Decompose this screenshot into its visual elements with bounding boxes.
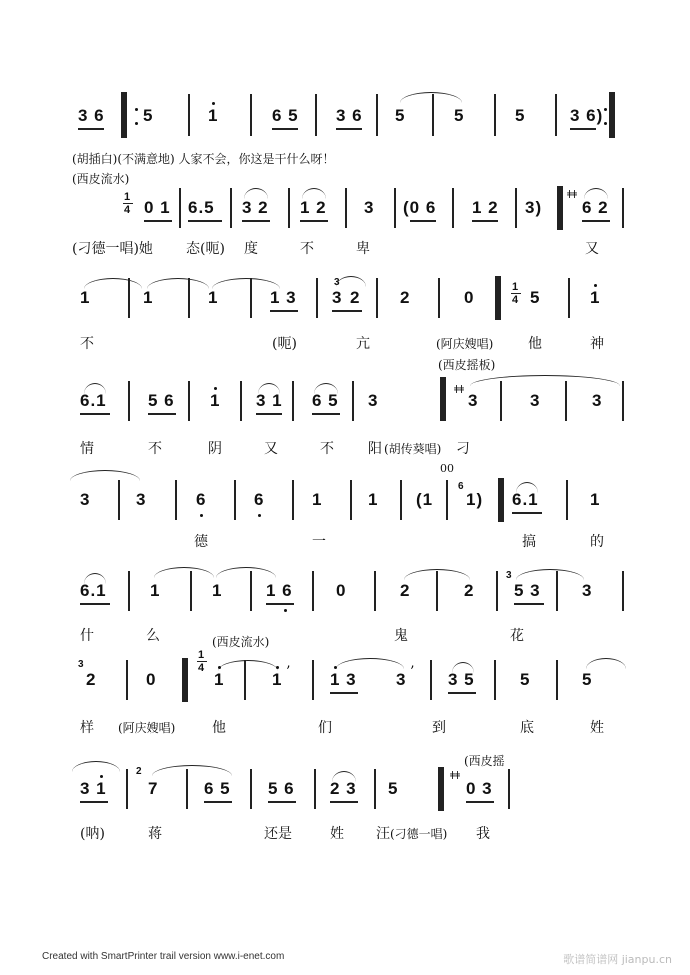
lyric-row-4 (0, 438, 560, 460)
barline (508, 769, 510, 809)
tempo-marking: (西皮流水) (72, 172, 130, 186)
lyric: 花 (510, 628, 524, 644)
barline (515, 188, 517, 228)
note: 3 6 (336, 106, 363, 125)
note: 3 (396, 670, 407, 689)
grace-note: 3 (78, 659, 84, 670)
underline (448, 692, 476, 694)
note: 3 (530, 391, 541, 410)
grace-mark: ǂǂ (567, 188, 578, 201)
note: 3 (468, 391, 479, 410)
barline (622, 381, 624, 421)
note: 6.1 (80, 581, 107, 600)
lyric: (呐) (80, 826, 105, 842)
grace-note: 3 (334, 277, 340, 288)
note: 6.5 (188, 198, 215, 217)
note: 7 (148, 779, 159, 798)
double-barline (438, 767, 444, 811)
lyric: 什 (80, 628, 94, 644)
repeat-dot (604, 122, 607, 125)
double-barline (498, 478, 504, 522)
lyric: 阳 (368, 441, 382, 457)
octave-dot (100, 775, 103, 778)
barline (374, 769, 376, 809)
score-row-6 (0, 570, 593, 611)
barline (188, 278, 190, 318)
barline (430, 660, 432, 700)
underline (512, 512, 542, 514)
barline (555, 94, 557, 136)
lyric: 又 (585, 241, 599, 257)
barline (350, 480, 352, 520)
tie (332, 771, 356, 782)
score-row-8 (0, 766, 560, 809)
note: 1 3 (330, 670, 357, 689)
note: 3 (80, 490, 91, 509)
note: 5 (515, 106, 526, 125)
repeat-end-barline (609, 92, 615, 138)
note: 1 (212, 581, 223, 600)
note: 3 (332, 288, 343, 307)
footer-credit: Created with SmartPrinter trail version www.i-enet.com (42, 951, 285, 962)
repeat-start-barline (121, 92, 127, 138)
barline (244, 660, 246, 700)
lyric: 德 (194, 534, 208, 550)
barline (250, 571, 252, 611)
barline (186, 769, 188, 809)
lyric: 亢 (356, 336, 370, 352)
lyric: 又 (264, 441, 278, 457)
underline (256, 413, 282, 415)
lyric: 底 (520, 720, 534, 736)
underline (330, 801, 358, 803)
underline (80, 801, 108, 803)
note: 6 (254, 490, 265, 509)
lyric-row-7 (0, 717, 604, 739)
note: 6 (196, 490, 207, 509)
note: 1 (208, 106, 219, 125)
underline (410, 220, 436, 222)
lyric: 态(呃) (186, 241, 225, 257)
underline (332, 310, 362, 312)
barline (250, 278, 252, 318)
note: 5 (395, 106, 406, 125)
time-sig-bottom: 4 (512, 294, 519, 306)
barline (394, 188, 396, 228)
note: 1 (214, 670, 225, 689)
barline (568, 278, 570, 318)
barline (556, 660, 558, 700)
note: 1 (272, 670, 283, 689)
tie (84, 573, 106, 584)
note: 3 (364, 198, 375, 217)
note: 1 (210, 391, 221, 410)
tie (516, 482, 538, 493)
lyric: 样 (80, 720, 94, 736)
underline (80, 413, 110, 415)
lyric: 一 (312, 534, 326, 550)
tie (147, 278, 209, 289)
note: 1 (590, 288, 601, 307)
grace-mark: ǂǂ (450, 769, 461, 782)
note: 1 (80, 288, 91, 307)
note: 5 (520, 670, 531, 689)
barline (316, 278, 318, 318)
barline (315, 94, 317, 136)
singer-annotation: (阿庆嫂唱) (118, 721, 176, 735)
underline (466, 801, 494, 803)
tie (400, 92, 462, 103)
lyric: 么 (146, 628, 160, 644)
barline (374, 571, 376, 611)
underline (582, 220, 610, 222)
tie (216, 567, 276, 578)
lyric: 卑 (356, 241, 370, 257)
tie (336, 658, 404, 669)
grace-note: 3 (506, 570, 512, 581)
barline (190, 571, 192, 611)
note: 1 (368, 490, 379, 509)
note: 2 3 (330, 779, 357, 798)
lyric: 刁 (456, 441, 470, 457)
note: 2 (400, 288, 411, 307)
octave-dot (276, 666, 279, 669)
lyric: 的 (590, 534, 604, 550)
barline (622, 188, 624, 228)
lyric-row-3 (0, 333, 604, 355)
barline (496, 571, 498, 611)
tie (302, 188, 326, 199)
note: 5 6 (148, 391, 175, 410)
barline (400, 480, 402, 520)
tempo-marking: (西皮摇板) (438, 358, 496, 372)
tie (72, 761, 120, 772)
barline (500, 381, 502, 421)
singer-annotation: (胡传葵唱) (384, 442, 442, 456)
time-sig-bottom: 4 (124, 204, 131, 216)
underline (300, 220, 328, 222)
underline (272, 128, 298, 130)
lyric: 不 (80, 336, 94, 352)
lyric: 情 (80, 441, 94, 457)
lyric: 他 (528, 336, 542, 352)
note: 1 6 (266, 581, 293, 600)
barline (566, 480, 568, 520)
note: 6 5 (204, 779, 231, 798)
note: 6 5 (312, 391, 339, 410)
barline (494, 94, 496, 136)
note: 3 1 (80, 779, 107, 798)
grace-note: 6 (458, 481, 464, 492)
note: 5 (582, 670, 593, 689)
grace-note: 2 (136, 766, 142, 777)
note: 2 (464, 581, 475, 600)
lyric-row-8 (0, 823, 560, 845)
note: 3 6 (78, 106, 105, 125)
note: 5 (530, 288, 541, 307)
time-sig-bottom: 4 (198, 662, 205, 674)
note: 0 (336, 581, 347, 600)
underline (570, 128, 596, 130)
tie (452, 662, 474, 673)
tie (586, 658, 626, 669)
note: 6 2 (582, 198, 609, 217)
octave-dot (212, 102, 215, 105)
underline (148, 413, 176, 415)
tie (244, 188, 268, 199)
note: 1 (150, 581, 161, 600)
lyric: 还是 (264, 826, 292, 842)
underline (188, 220, 222, 222)
note: 0 3 (466, 779, 493, 798)
barline (188, 94, 190, 136)
barline (312, 571, 314, 611)
octave-dot (594, 284, 597, 287)
note: 3 2 (242, 198, 269, 217)
lyric: 神 (590, 336, 604, 352)
lyric: 阴 (208, 441, 222, 457)
tempo-marking: (西皮摇 (464, 754, 505, 768)
lyric: 姓 (330, 826, 344, 842)
low-octave-dot (200, 514, 203, 517)
barline (126, 769, 128, 809)
note: 5 (143, 106, 154, 125)
note: 3 5 (448, 670, 475, 689)
repeat-dot (135, 122, 138, 125)
lyric-row-6 (0, 625, 560, 647)
note: 1 (143, 288, 154, 307)
site-watermark: 歌谱简谱网 jianpu.cn (563, 953, 672, 966)
lyric: 我 (476, 826, 490, 842)
time-sig-top: 1 (512, 281, 519, 293)
underline (144, 220, 172, 222)
grace-mark: ǂǂ (454, 383, 465, 396)
underline (514, 603, 544, 605)
repeat-dot (604, 108, 607, 111)
barline (230, 188, 232, 228)
note: 3 (582, 581, 593, 600)
breath-mark: ’ (410, 664, 415, 680)
note: 5 3 (514, 581, 541, 600)
note: 0 1 (144, 198, 171, 217)
barline (622, 571, 624, 611)
barline (288, 188, 290, 228)
note: 5 6 (268, 779, 295, 798)
tie (584, 188, 608, 199)
lyric-row-5 (0, 531, 604, 553)
lyric: 们 (318, 720, 332, 736)
underline (312, 413, 340, 415)
low-octave-dot (284, 609, 287, 612)
note: 1 (208, 288, 219, 307)
repeat-dot (135, 108, 138, 111)
singer-annotation: (阿庆嫂唱) (436, 337, 494, 351)
underline (336, 128, 362, 130)
underline (266, 603, 294, 605)
barline (452, 188, 454, 228)
tie (154, 567, 214, 578)
barline (234, 480, 236, 520)
barline (128, 381, 130, 421)
tie (218, 660, 278, 671)
note: 2 (86, 670, 97, 689)
note: 1 (590, 490, 601, 509)
barline (250, 769, 252, 809)
lyric: 到 (432, 720, 446, 736)
lyric: 鬼 (394, 628, 408, 644)
underline (268, 801, 296, 803)
underline (204, 801, 232, 803)
note: 3 6) (570, 106, 604, 125)
underline (80, 603, 110, 605)
tie (470, 375, 620, 386)
barline (565, 381, 567, 421)
note: 3 (592, 391, 603, 410)
note: 1 (312, 490, 323, 509)
tie (336, 276, 366, 287)
underline (242, 220, 270, 222)
double-barline (182, 658, 188, 702)
tie (84, 383, 106, 394)
note: 1 2 (300, 198, 327, 217)
barline (126, 660, 128, 700)
note: 0 (464, 288, 475, 307)
barline (494, 660, 496, 700)
fermata-mark: 00 (440, 462, 454, 475)
note: (1 (416, 490, 434, 509)
barline (179, 188, 181, 228)
lyric: 汪 (376, 826, 390, 842)
lyric: 不 (148, 441, 162, 457)
tie (258, 383, 280, 394)
barline (188, 381, 190, 421)
double-barline (495, 276, 501, 320)
score-row-2 (0, 188, 609, 228)
barline (292, 480, 294, 520)
barline (128, 278, 130, 318)
barline (118, 480, 120, 520)
score-row-3 (0, 277, 601, 318)
note: 2 (400, 581, 411, 600)
time-sig-top: 1 (198, 649, 205, 661)
barline (314, 769, 316, 809)
tie (152, 765, 232, 776)
commentary: (胡插白)(不满意地) 人家不会，你这是干什么呀！ (72, 152, 335, 166)
lyric: 他 (212, 720, 226, 736)
tie (70, 470, 140, 481)
note: 6.1 (512, 490, 539, 509)
barline (292, 381, 294, 421)
barline (376, 94, 378, 136)
note: 3 (368, 391, 379, 410)
score-row-5 (0, 462, 601, 520)
lyric: 度 (244, 241, 258, 257)
barline (240, 381, 242, 421)
tempo-marking: (西皮流水) (212, 635, 270, 649)
barline (250, 94, 252, 136)
barline (345, 188, 347, 228)
lyric-row-2 (0, 238, 599, 260)
score-row-7 (0, 649, 593, 700)
barline (128, 571, 130, 611)
tie (84, 278, 142, 289)
tie (314, 383, 338, 394)
barline (376, 278, 378, 318)
barline (556, 571, 558, 611)
lyric: (呃) (272, 336, 297, 352)
note: (0 6 (403, 198, 437, 217)
note: 5 (454, 106, 465, 125)
lyric: 蒋 (148, 826, 162, 842)
underline (78, 128, 104, 130)
breath-mark: ’ (286, 664, 291, 680)
time-sig-top: 1 (124, 191, 131, 203)
singer-annotation: (刁德一唱) (390, 827, 448, 841)
barline (436, 571, 438, 611)
low-octave-dot (258, 514, 261, 517)
note: 1 3 (270, 288, 297, 307)
score-row-1 (0, 100, 604, 136)
barline (446, 480, 448, 520)
barline (312, 660, 314, 700)
barline (438, 278, 440, 318)
lyric: 不 (300, 241, 314, 257)
barline (432, 94, 434, 136)
tie (516, 569, 584, 580)
underline (472, 220, 498, 222)
note: 3 (136, 490, 147, 509)
note: 6.1 (80, 391, 107, 410)
note: 3 1 (256, 391, 283, 410)
note: 6 5 (272, 106, 299, 125)
underline (330, 692, 358, 694)
double-barline (440, 377, 446, 421)
note: 3) (525, 198, 543, 217)
barline (175, 480, 177, 520)
note: 1 2 (472, 198, 499, 217)
note: 1) (466, 490, 484, 509)
lyric: 姓 (590, 720, 604, 736)
octave-dot (214, 387, 217, 390)
double-barline (557, 186, 563, 230)
lyric: 搞 (522, 534, 536, 550)
lyric: (刁德一唱)她 (72, 241, 153, 257)
barline (352, 381, 354, 421)
note: 5 (388, 779, 399, 798)
underline (270, 310, 298, 312)
note: 0 (146, 670, 157, 689)
score-row-4 (0, 383, 603, 419)
note: 2 (350, 288, 361, 307)
lyric: 不 (320, 441, 334, 457)
